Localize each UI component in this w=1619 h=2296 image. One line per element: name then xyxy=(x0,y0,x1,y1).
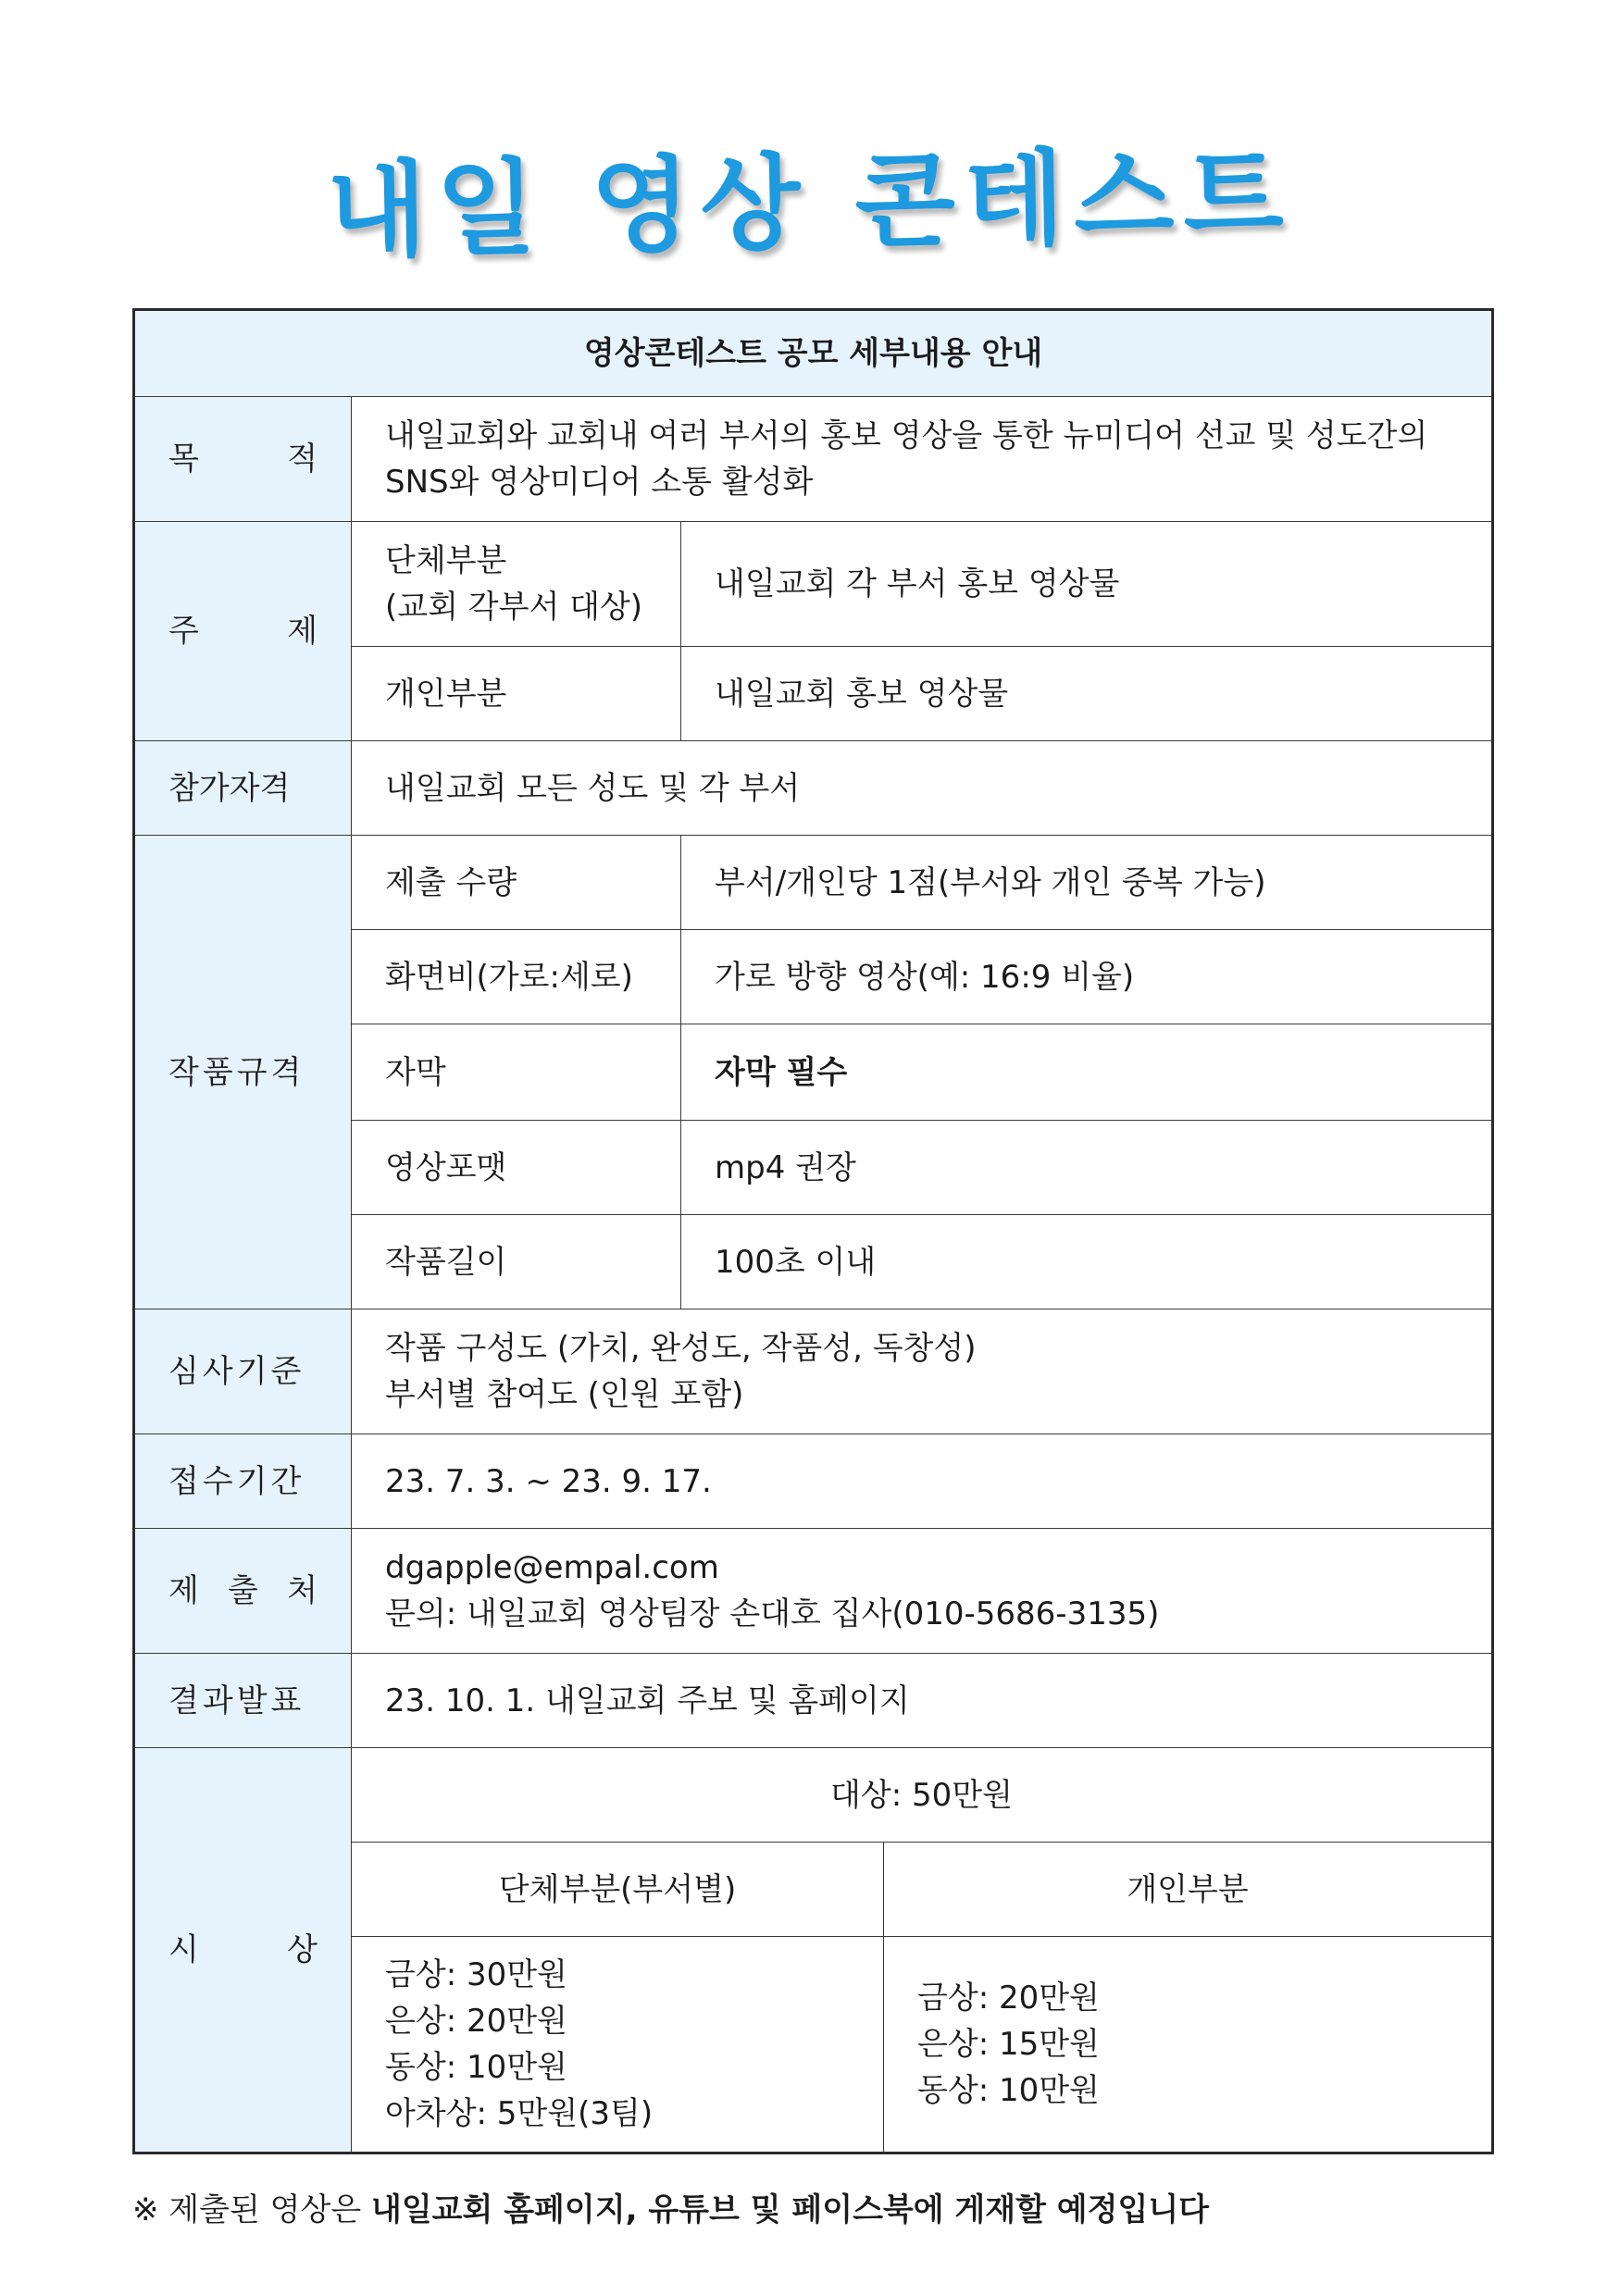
submit-email[interactable]: dgapple@empal.com xyxy=(385,1549,719,1586)
prize-label: 시 상 xyxy=(134,1748,352,2153)
criteria-label: 심사기준 xyxy=(134,1309,352,1434)
theme-category-group: 단체부분 (교회 각부서 대상) xyxy=(352,522,681,647)
period-text: 23. 7. 3. ~ 23. 9. 17. xyxy=(352,1434,1493,1529)
submit-text: dgapple@empal.com 문의: 내일교회 영상팀장 손대호 집사(010-5686-3135) xyxy=(352,1529,1493,1654)
spec-label: 작품규격 xyxy=(134,836,352,1309)
result-label: 결과발표 xyxy=(134,1654,352,1748)
theme-category-individual: 개인부분 xyxy=(352,647,681,741)
prize-individual-list: 금상: 20만원 은상: 15만원 동상: 10만원 xyxy=(884,1937,1493,2153)
spec-name: 작품길이 xyxy=(352,1215,681,1309)
spec-name: 화면비(가로:세로) xyxy=(352,930,681,1024)
spec-name: 제출 수량 xyxy=(352,836,681,930)
prize-group-header: 단체부분(부서별) xyxy=(352,1843,884,1937)
theme-label: 주 제 xyxy=(134,522,352,741)
purpose-text: 내일교회와 교회내 여러 부서의 홍보 영상을 통한 뉴미디어 선교 및 성도간의 SNS와 영상미디어 소통 활성화 xyxy=(352,397,1493,522)
theme-value-individual: 내일교회 홍보 영상물 xyxy=(681,647,1493,741)
prize-group-list: 금상: 30만원 은상: 20만원 동상: 10만원 아차상: 5만원(3팀) xyxy=(352,1937,884,2153)
purpose-label: 목 적 xyxy=(134,397,352,522)
eligibility-text: 내일교회 모든 성도 및 각 부서 xyxy=(352,741,1493,836)
spec-value: mp4 권장 xyxy=(681,1121,1493,1215)
spec-value: 가로 방향 영상(예: 16:9 비율) xyxy=(681,930,1493,1024)
period-label: 접수기간 xyxy=(134,1434,352,1529)
footer-note: ※ 제출된 영상은 내일교회 홈페이지, 유튜브 및 페이스북에 게재할 예정입니다 xyxy=(132,2191,1210,2228)
page-title: 내일 영상 콘테스트 xyxy=(325,134,1294,273)
prize-individual-header: 개인부분 xyxy=(884,1843,1493,1937)
spec-value: 부서/개인당 1점(부서와 개인 중복 가능) xyxy=(681,836,1493,930)
theme-value-group: 내일교회 각 부서 홍보 영상물 xyxy=(681,522,1493,647)
spec-value: 100초 이내 xyxy=(681,1215,1493,1309)
result-text: 23. 10. 1. 내일교회 주보 및 홈페이지 xyxy=(352,1654,1493,1748)
contest-info-table xyxy=(132,308,1494,2154)
eligibility-label: 참가자격 xyxy=(134,741,352,836)
spec-value: 자막 필수 xyxy=(681,1024,1493,1121)
submit-label: 제 출 처 xyxy=(134,1529,352,1654)
spec-name: 영상포맷 xyxy=(352,1121,681,1215)
prize-grand: 대상: 50만원 xyxy=(352,1748,1493,1843)
table-header: 영상콘테스트 공모 세부내용 안내 xyxy=(134,310,1493,397)
spec-name: 자막 xyxy=(352,1024,681,1121)
criteria-text: 작품 구성도 (가치, 완성도, 작품성, 독창성) 부서별 참여도 (인원 포함) xyxy=(352,1309,1493,1434)
